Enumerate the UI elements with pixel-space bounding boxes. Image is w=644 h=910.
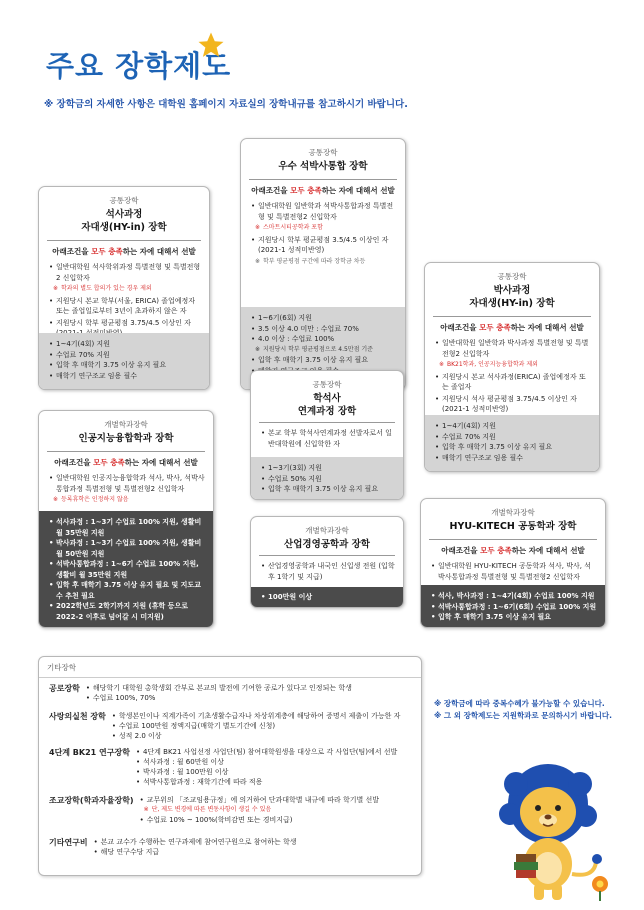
card-name-line1: 인공지능융합학과 장학	[78, 433, 174, 444]
benefit-item: • 4.0 이상 : 수업료 100%	[251, 334, 397, 345]
list-item: • 일반대학원 일반학과 박사과정 특별전형 및 특별전형2 신입학자	[435, 338, 591, 359]
card-excellent-integrated	[240, 138, 406, 390]
row-item: • 4단계 BK21 사업선정 사업단(팀) 참여대학원생을 대상으로 각 사업단(팀)에서 선발	[136, 747, 397, 757]
card-benefits	[251, 587, 403, 607]
row-item: • 해당 연구수당 지급	[94, 847, 297, 857]
card-category: 공통장학	[308, 148, 338, 157]
card-name-line1: 학석사	[313, 393, 341, 404]
list-item: • 산업경영공학과 내국인 신입생 전원 (입학 후 1학기 및 지급)	[261, 561, 395, 582]
benefit-item: • 석사과정 : 1~3기 수업료 100% 지원, 생활비 월 35만원 지원	[49, 517, 205, 538]
notice-text: ※ 장학금의 자세한 사항은 대학원 홈페이지 자료실의 장학내규를 참고하시기 바랍니다.	[44, 99, 408, 110]
benefit-item: • 2022학년도 2학기까지 지원 (휴학 등으로 2022-2 이후로 넘어갈 시 미지원)	[49, 601, 205, 622]
list-item: • 지원당시 학부 평균평점 3.75/4.5 이상인 자	[49, 318, 201, 339]
other-scholarships-title: 기타장학	[39, 657, 421, 678]
card-category: 공통장학	[497, 272, 527, 281]
card-category: 개별학과장학	[491, 508, 535, 517]
row-label: 공로장학	[49, 684, 80, 693]
card-requirements	[39, 257, 209, 344]
list-item: • 일반대학원 인공지능융합학과 석사, 박사, 석박사통합과정 특별전형 및 특별전형2 신입학자	[49, 473, 205, 494]
benefit-item: • 수업료 70% 지원	[435, 432, 591, 443]
benefit-item: • 1~4기(4회) 지원	[49, 339, 201, 350]
row-note: ※ 단, 제도 변경에 따른 변동사항이 생길 수 있음	[140, 805, 379, 815]
card-requirements	[259, 422, 395, 449]
card-category: 공통장학	[109, 196, 139, 205]
benefit-item: • 입학 후 매학기 3.75 이상 유지 필요	[251, 355, 397, 366]
benefit-item: • 석사, 박사과정 : 1~4기(4회) 수업료 100% 지원	[431, 591, 597, 602]
lion-mascot-illustration	[496, 758, 624, 904]
list-item: • 일반대학원 일반학과 석박사통합과정 특별전형 및 특별전형2 신입학자	[251, 201, 397, 222]
row-label: 4단계 BK21 연구장학	[49, 748, 130, 757]
side-note: ※ 장학금에 따라 중복수혜가 불가능할 수 있습니다.	[434, 699, 605, 708]
benefit-item: • 100만원 이상	[261, 592, 395, 603]
benefit-item: • 1~4기(4회) 지원	[435, 421, 591, 432]
card-benefits	[251, 457, 403, 499]
benefit-item: • 매학기 연구조교 임용 필수	[49, 371, 201, 382]
benefit-item: • 매학기 연구조교 임용 필수	[435, 453, 591, 464]
card-condition: 아래조건을 모두 충족하는 자에 대해서 선발	[433, 316, 591, 333]
list-item: • 본교 학부 학석사연계과정 선발자로서 일반대학원에 신입학한 자	[261, 428, 395, 449]
benefit-item: • 입학 후 매학기 3.75 이상 유지 필요	[431, 612, 597, 623]
benefit-item: • 수업료 50% 지원	[261, 474, 395, 485]
benefit-item: • 입학 후 매학기 3.75 이상 유지 필요	[435, 442, 591, 453]
row-label: 기타연구비	[49, 838, 88, 847]
row-item: • 학생본인이나 직계가족이 기초생활수급자나 차상위계층에 해당하여 증명서 제출이 가능한 자	[112, 711, 401, 721]
benefit-item: • 입학 후 매학기 3.75 이상 유지 필요	[49, 360, 201, 371]
scholarship-row	[49, 683, 417, 703]
card-category: 개별학과장학	[104, 420, 148, 429]
row-item: • 본교 교수가 수행하는 연구과제에 참여연구원으로 참여하는 학생	[94, 837, 297, 847]
card-requirements	[241, 196, 405, 272]
list-note: ※ 학부 평균평점 구간에 따라 장학금 차등	[251, 257, 397, 268]
list-note: ※ 학과의 별도 합의가 있는 경우 제외	[49, 284, 201, 295]
card-requirements	[421, 556, 605, 587]
card-name-line2: 연계과정 장학	[297, 406, 357, 417]
benefit-item: • 3.5 이상 4.0 미만 : 수업료 70%	[251, 324, 397, 335]
list-item: • 지원당시 본교 석사과정(ERICA) 졸업예정자 또는 졸업자	[435, 372, 591, 393]
card-category: 개별학과장학	[305, 526, 349, 535]
scholarship-row	[49, 795, 417, 825]
row-label: 사랑의실천 장학	[49, 712, 106, 721]
benefit-note: ※ 지원당시 학부 평균평점으로 4.5만점 기준	[251, 345, 397, 356]
list-item: • 지원당시 본교 학부(서울, ERICA) 졸업예정자 또는 졸업일로부터 3년이 초과하지 않은 자	[49, 296, 201, 317]
row-item: • 해당학기 대학원 총학생회 간부로 본교의 발전에 기여한 공로가 있다고 인정되는 학생	[86, 683, 352, 693]
benefit-item: • 1~6기(6회) 지원	[251, 313, 397, 324]
card-requirements	[425, 333, 599, 420]
card-condition: 아래조건을 모두 충족하는 자에 대해서 선발	[429, 539, 597, 556]
side-notes	[434, 698, 640, 722]
list-note: ※ 등록휴학은 인정하지 않음	[49, 495, 205, 506]
card-benefits	[421, 585, 605, 627]
card-bachelor-masters	[250, 370, 404, 500]
list-item: • 일반대학원 석사학위과정 특별전형 및 특별전형2 신입학자	[49, 262, 201, 283]
page-title: 주요 장학제도	[46, 49, 232, 83]
card-requirements	[39, 468, 213, 511]
card-name-line1: 우수 석박사통합 장학	[278, 161, 368, 172]
benefit-item: • 석박사통합과정 : 1~6기(6회) 수업료 100% 지원	[431, 602, 597, 613]
star-icon	[196, 30, 226, 60]
card-condition: 아래조건을 모두 충족하는 자에 대해서 선발	[47, 240, 201, 257]
card-benefits	[425, 415, 599, 471]
benefit-item: • 수업료 70% 지원	[49, 350, 201, 361]
row-label: 조교장학(학과자율장학)	[49, 796, 134, 805]
row-item: • 수업료 10% ~ 100%(학비감면 또는 경비지급)	[140, 815, 379, 825]
row-item: • 교무위의 「조교임용규정」에 의거하여 단과대학별 내규에 따라 학기별 선발	[140, 795, 379, 805]
row-item: • 박사과정 : 월 100만원 이상	[136, 767, 397, 777]
benefit-item: • 입학 후 매학기 3.75 이상 유지 필요	[261, 484, 395, 495]
card-condition: 아래조건을 모두 충족하는 자에 대해서 선발	[47, 451, 205, 468]
benefit-item: • 1~3기(3회) 지원	[261, 463, 395, 474]
other-scholarships-box	[38, 656, 422, 876]
card-ai-convergence	[38, 410, 214, 628]
card-industry-management	[250, 516, 404, 608]
card-name-line1: HYU-KITECH 공동학과 장학	[449, 521, 577, 532]
card-doctoral-hyin	[424, 262, 600, 472]
benefit-item: • 석박사통합과정 : 1~6기 수업료 100% 지원, 생활비 월 35만원 지원	[49, 559, 205, 580]
scholarship-row	[49, 837, 417, 857]
row-item: • 수업료 100%, 70%	[86, 693, 352, 703]
card-condition: 아래조건을 모두 충족하는 자에 대해서 선발	[249, 179, 397, 196]
card-benefits	[39, 511, 213, 627]
row-item: • 석사과정 : 월 60만원 이상	[136, 757, 397, 767]
side-note: ※ 그 외 장학제도는 지원학과로 문의하시기 바랍니다.	[434, 711, 612, 720]
card-name-line1: 박사과정	[493, 285, 531, 296]
card-name-line1: 석사과정	[105, 209, 143, 220]
card-category: 공통장학	[312, 380, 342, 389]
list-note: ※ BK21학과, 인공지능융합학과 제외	[435, 360, 591, 371]
card-requirements	[259, 555, 395, 582]
card-hyu-kitech	[420, 498, 606, 628]
benefit-item: • 입학 후 매학기 3.75 이상 유지 필요 및 지도교수 추천 필요	[49, 580, 205, 601]
card-name-line2: 자대생(HY-in) 장학	[469, 298, 555, 309]
card-benefits	[39, 333, 209, 389]
row-item: • 석박사통합과정 : 재학기간에 따라 적용	[136, 777, 397, 787]
scholarship-row	[49, 711, 417, 741]
list-note: ※ 스마트시티공학과 포함	[251, 223, 397, 234]
row-item: • 성적 2.0 이상	[112, 731, 401, 741]
list-item: • 일반대학원 HYU-KITECH 공동학과 석사, 박사, 석박사통합과정 특별전형 및 특별전형2 신입학자	[431, 561, 597, 582]
card-masters-hyin	[38, 186, 210, 390]
scholarship-row	[49, 747, 417, 787]
card-name-line1: 산업경영공학과 장학	[284, 539, 370, 550]
list-item: • 지원당시 석사 평균평점 3.75/4.5 이상인 자 (2021-1 성적미반영)	[435, 394, 591, 415]
list-item: • 지원당시 학부 평균평점 3.5/4.5 이상인 자 (2021-1 성적미반영)	[251, 235, 397, 256]
row-item: • 수업료 100만원 정액지급(매학기 별도기간에 신청)	[112, 721, 401, 731]
card-name-line2: 자대생(HY-in) 장학	[81, 222, 167, 233]
benefit-item: • 박사과정 : 1~3기 수업료 100% 지원, 생활비 월 50만원 지원	[49, 538, 205, 559]
